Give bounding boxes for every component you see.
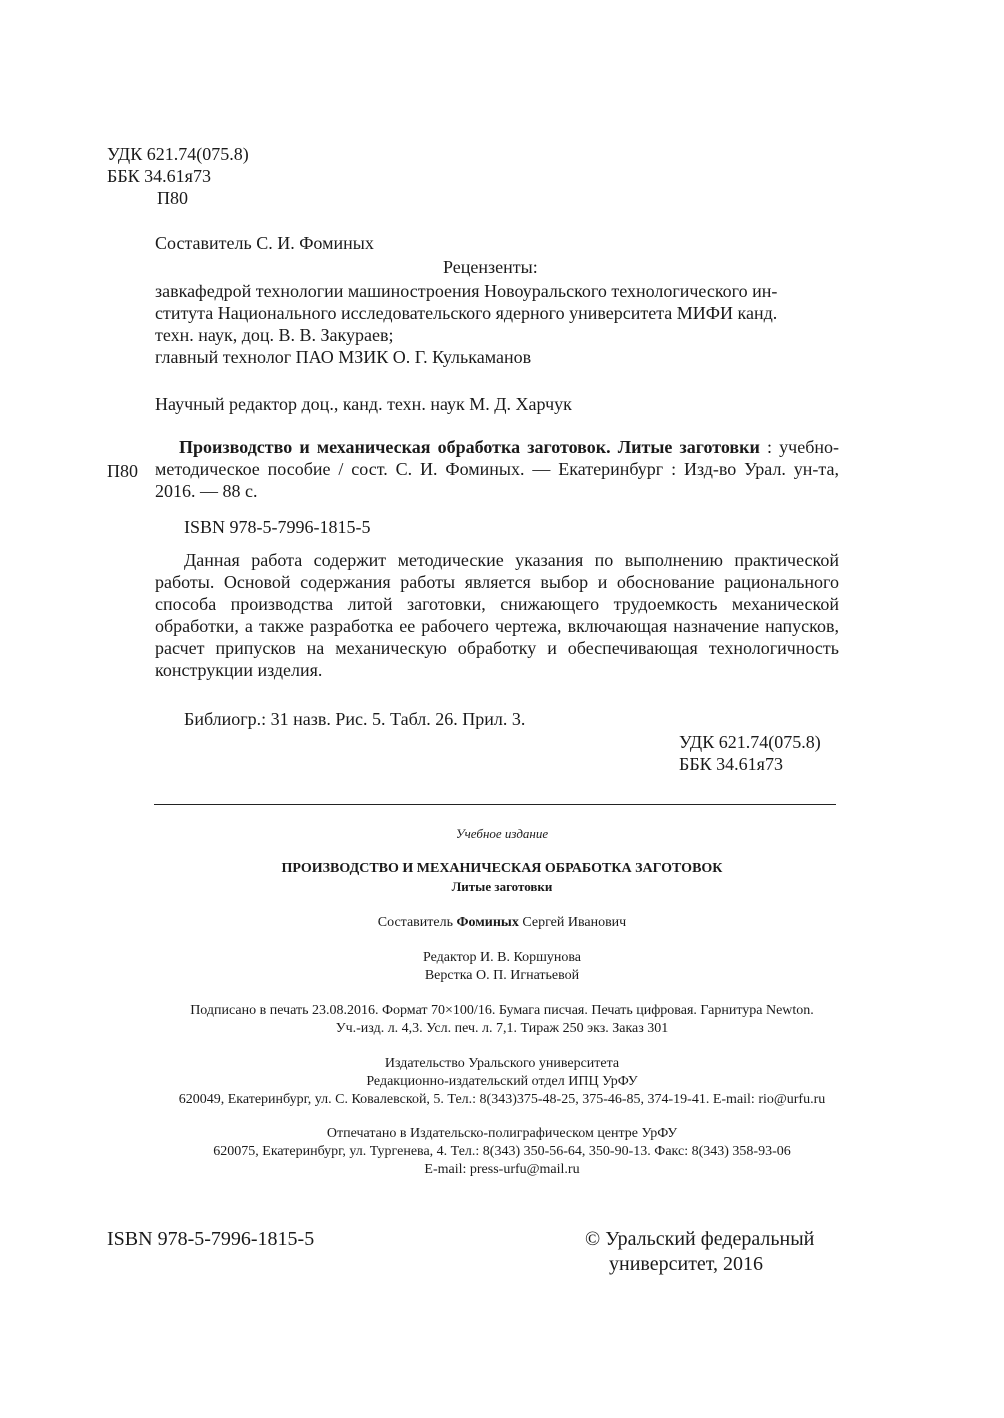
author-code: П80 (157, 188, 188, 208)
reviewers-list (155, 280, 840, 368)
copyright-line: университет, 2016 (609, 1253, 764, 1275)
printer-email: E-mail: press-urfu@mail.ru (424, 1162, 580, 1177)
reviewer-line: завкафедрой технологии машиностроения Новоуральского технологического ин- (155, 281, 778, 301)
reviewers-heading: Рецензенты: (443, 257, 538, 277)
imprint-title: ПРОИЗВОДСТВО И МЕХАНИЧЕСКАЯ ОБРАБОТКА ЗАГОТОВОК (281, 861, 723, 876)
compiler-surname: Фоминых (456, 915, 519, 930)
publisher-department: Редакционно-издательский отдел ИПЦ УрФУ (366, 1074, 638, 1089)
book-title: Производство и механическая обработка заготовок. Литые заготовки (179, 437, 760, 457)
reviewer-line: техн. наук, доц. В. В. Закураев; (155, 325, 394, 345)
printer-name: Отпечатано в Издательско-полиграфическом центре УрФУ (326, 1126, 678, 1141)
publisher-name: Издательство Уральского университета (384, 1056, 620, 1071)
print-details: Подписано в печать 23.08.2016. Формат 70×100/16. Бумага писчая. Печать цифровая. Гарнитура Newton. (190, 1003, 814, 1018)
imprint-layout: Верстка О. П. Игнатьевой (424, 968, 580, 983)
bibliographic-code: П80 (107, 461, 138, 481)
edition-type: Учебное издание (455, 826, 549, 841)
publisher-address: 620049, Екатеринбург, ул. С. Ковалевской, 5. Тел.: 8(343)375-48-25, 375-46-85, 374-19-41. E-mail: rio@urfu.ru (178, 1092, 826, 1107)
bibliography-counts: Библиогр.: 31 назв. Рис. 5. Табл. 26. Прил. 3. (184, 709, 526, 729)
imprint-compiler (0, 914, 1004, 932)
compiler-label: Составитель (377, 915, 453, 930)
imprint-editor: Редактор И. В. Коршунова (422, 950, 582, 965)
bbk-code: ББК 34.61я73 (107, 166, 211, 186)
compiler-line: Составитель С. И. Фоминых (155, 233, 374, 253)
scientific-editor: Научный редактор доц., канд. техн. наук М. Д. Харчук (155, 394, 572, 414)
compiler-name: Сергей Иванович (522, 915, 627, 930)
abstract-text: Данная работа содержит методические указания по выполнению практической работы. Основой содержания работы является выбор и обоснование рационального способа производства литой заготовки, снижающего трудоемкость механической обработки, а также разработка ее рабочего чертежа, включающая назначение напусков, расчет припусков на механическую обработку и обеспечивающая технологичность конструкции изделия. (155, 550, 839, 680)
printer-address: 620075, Екатеринбург, ул. Тургенева, 4. Тел.: 8(343) 350-56-64, 350-90-13. Факс: 8(343) 358-93-06 (213, 1144, 791, 1159)
isbn-footer: ISBN 978-5-7996-1815-5 (107, 1228, 315, 1250)
reviewer-line: главный технолог ПАО МЗИК О. Г. Кулькаманов (155, 347, 532, 367)
abstract (155, 549, 839, 681)
imprint-subtitle: Литые заготовки (451, 879, 553, 894)
isbn-line: ISBN 978-5-7996-1815-5 (184, 517, 371, 537)
reviewer-line: ститута Национального исследовательского ядерного университета МИФИ канд. (155, 303, 778, 323)
udk-code: УДК 621.74(075.8) (107, 144, 249, 164)
print-volume: Уч.-изд. л. 4,3. Усл. печ. л. 7,1. Тираж 250 экз. Заказ 301 (335, 1021, 669, 1036)
bibliographic-rest: : учебно-методическое пособие / сост. С. И. Фоминых. — Екатеринбург : Изд-во Урал. ун-та, 2016. — 88 с. (155, 437, 840, 501)
bbk-code-right: ББК 34.61я73 (679, 754, 783, 774)
udk-code-right: УДК 621.74(075.8) (679, 732, 821, 752)
copyright-line: © Уральский федеральный (585, 1228, 815, 1250)
divider (154, 804, 836, 805)
bibliographic-description (155, 436, 839, 502)
